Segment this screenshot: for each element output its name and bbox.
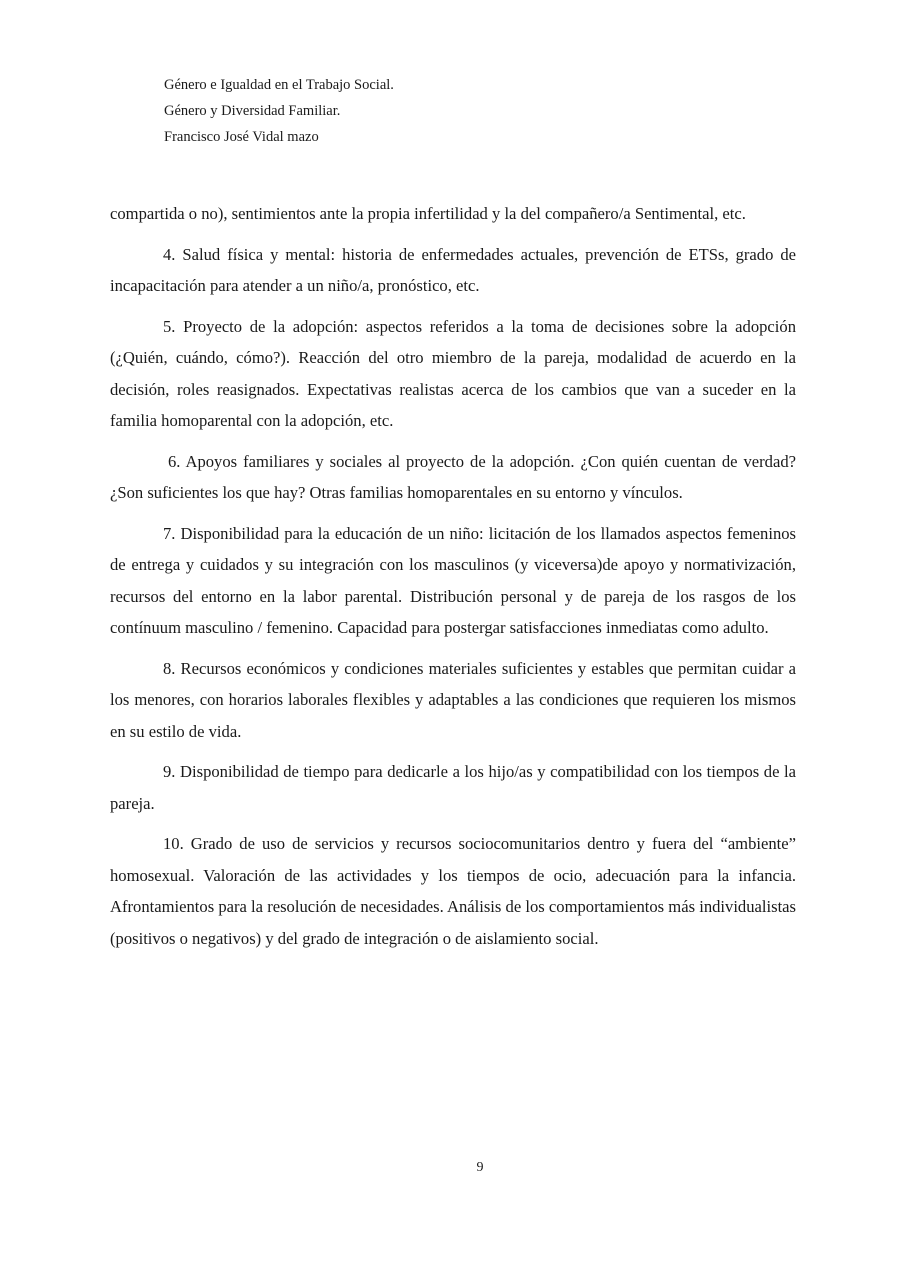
paragraph-continuation: compartida o no), sentimientos ante la propia infertilidad y la del compañero/a Sentimental, etc.: [110, 204, 746, 223]
paragraph-item-8: 8. Recursos económicos y condiciones materiales suficientes y estables que permitan cuidar a los menores, con horarios laborales flexibles y adaptables a las condiciones que requieren los mismos en su estilo de vida.: [110, 658, 796, 741]
paragraph-item-5: 5. Proyecto de la adopción: aspectos referidos a la toma de decisiones sobre la adopción (¿Quién, cuándo, cómo?). Reacción del otro miembro de la pareja, modalidad de acuerdo en la decisión, roles reasignados. Expectativas realistas acerca de los cambios que van a suceder en la familia homoparental con la adopción, etc.: [110, 316, 796, 430]
paragraph-item-9: 9. Disponibilidad de tiempo para dedicarle a los hijo/as y compatibilidad con los tiempos de la pareja.: [110, 762, 796, 813]
body-text: [110, 198, 796, 963]
paragraph-item-4: 4. Salud física y mental: historia de enfermedades actuales, prevención de ETSs, grado de incapacitación para atender a un niño/a, pronóstico, etc.: [110, 244, 796, 295]
header-subject-title: Género y Diversidad Familiar.: [164, 103, 341, 119]
paragraph-item-10: 10. Grado de uso de servicios y recursos sociocomunitarios dentro y fuera del “ambiente” homosexual. Valoración de las actividades y los tiempos de ocio, adecuación para la infancia. Afrontamientos para la resolución de necesidades. Análisis de los comportamientos más individualistas (positivos o negativos) y del grado de integración o de aislamiento social.: [110, 834, 796, 948]
header-course-title: Género e Igualdad en el Trabajo Social.: [164, 77, 394, 93]
paragraph-item-7: 7. Disponibilidad para la educación de un niño: licitación de los llamados aspectos femeninos de entrega y cuidados y su integración con los masculinos (y viceversa)de apoyo y normativización, recursos del entorno en la labor parental. Distribución personal y de pareja de los rasgos de los contínuum masculino / femenino. Capacidad para postergar satisfacciones inmediatas como adulto.: [110, 523, 796, 637]
running-header: [164, 72, 394, 150]
header-author: Francisco José Vidal mazo: [164, 129, 319, 145]
paragraph-item-6: 6. Apoyos familiares y sociales al proyecto de la adopción. ¿Con quién cuentan de verdad? ¿Son suficientes los que hay? Otras familias homoparentales en su entorno y vínculos.: [110, 451, 796, 502]
page-number: 9: [476, 1160, 484, 1175]
